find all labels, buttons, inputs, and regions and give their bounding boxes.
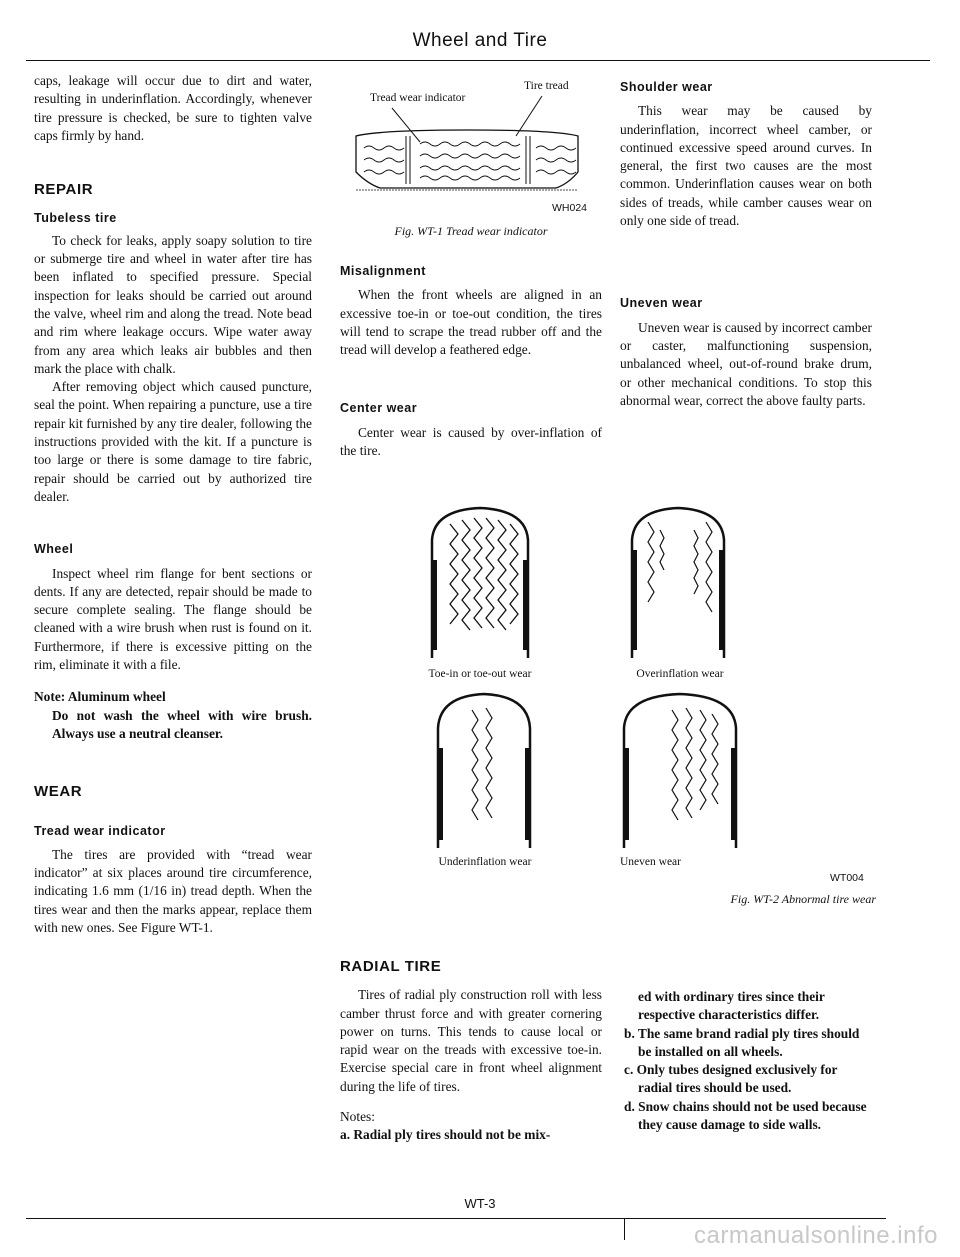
radial-note-a-cont: ed with ordinary tires since their respective characteristics differ. <box>638 989 825 1023</box>
underinflation-wear-label: Underinflation wear <box>438 856 532 868</box>
center-wear-heading: Center wear <box>340 401 418 416</box>
fig1-code: WH024 <box>552 202 588 214</box>
tread-wear-indicator-heading: Tread wear indicator <box>34 823 166 838</box>
uneven-wear-paragraph: Uneven wear is caused by incorrect camber or caster, malfunctioning suspension, unbalanced wheel, out-of-round brake drum, or other mechanical conditions. To stop this abnormal wear, correct the above faulty parts. <box>620 319 872 408</box>
radial-notes-continued <box>620 988 872 1134</box>
figure-wt1 <box>340 72 602 242</box>
center-wear-paragraph: Center wear is caused by over-inflation of the tire. <box>340 424 602 459</box>
repair-heading: REPAIR <box>34 181 94 199</box>
wear-heading: WEAR <box>34 783 83 801</box>
tread-diagram <box>340 72 602 242</box>
shoulder-wear-heading: Shoulder wear <box>620 80 713 94</box>
notes-label: Notes: <box>340 1109 375 1125</box>
radial-note-b: b. The same brand radial ply tires should be installed on all wheels. <box>624 1025 860 1059</box>
column-right <box>620 72 872 410</box>
tire-illustration-toe-in <box>410 500 550 662</box>
intro-paragraph: caps, leakage will occur due to dirt and water, resulting in underinflation. Accordingly, whenever tire pressure is checked, be sure to tighten valve caps firmly by hand. <box>34 73 312 143</box>
page-number: WT-3 <box>464 1196 496 1211</box>
fig2-caption: Fig. WT-2 Abnormal tire wear <box>730 892 876 906</box>
note-title-text: Note: Aluminum wheel <box>34 689 166 705</box>
misalignment-heading: Misalignment <box>340 264 426 278</box>
uneven-wear-heading: Uneven wear <box>620 296 703 311</box>
radial-note-a-start: a. Radial ply tires should not be mix- <box>340 1127 551 1143</box>
tire-illustration-underinflation <box>420 688 550 852</box>
shoulder-wear-paragraph: This wear may be caused by underinflation, incorrect wheel camber, or continued excessive speed around curves. In general, the first two causes are the most common. Underinflation causes wear on both sides of treads, while camber causes wear on only one side of tread. <box>620 103 872 229</box>
misalignment-paragraph: When the front wheels are aligned in an excessive toe-in or toe-out condition, the tires will tend to scrape the tread rubber off and the tread will develop a feathered edge. <box>340 287 602 358</box>
toe-in-wear-label: Toe-in or toe-out wear <box>428 668 532 680</box>
tire-illustration-overinflation <box>620 500 740 662</box>
uneven-wear-label: Uneven wear <box>620 856 681 868</box>
tubeless-paragraph-1: To check for leaks, apply soapy solution to tire or submerge tire and wheel in water after tire has been inflated to specified pressure. Special inspection for leaks should be carried out around the valve, wheel rim and along the tread. Note bead and rim where leakage occurs. Wipe water away from any area which leaks air bubbles and then mark the place with chalk. <box>34 232 312 376</box>
watermark: carmanualsonline.info <box>694 1222 938 1249</box>
wheel-heading: Wheel <box>34 542 74 557</box>
tread-wear-paragraph: The tires are provided with “tread wear indicator” at six places around tire circumference, indicating 1.6 mm (1/16 in) tread depth. When the tires wear and then the marks appear, replace them with new ones. See Figure WT-1. <box>34 846 312 935</box>
radial-tire-paragraph: Tires of radial ply construction roll with less camber thrust force and with greater cornering power on turns. This tends to cause local or rapid wear on the treads with excessive toe-in. Exercise special care in front wheel alignment during the life of tires. <box>340 987 602 1094</box>
tire-illustration-uneven <box>612 688 752 852</box>
tread-wear-indicator-label: Tread wear indicator <box>370 92 466 104</box>
wheel-paragraph: Inspect wheel rim flange for bent sections or dents. If any are detected, repair should be made to secure complete sealing. The flange should be cleaned with a wire brush when rust is found on it. Furthermore, if there is excessive pitting on the rim, eliminate it with a file. <box>34 565 312 673</box>
footer-tick <box>624 1218 625 1240</box>
page-header-title: Wheel and Tire <box>412 30 548 51</box>
column-middle <box>340 262 602 460</box>
tubeless-paragraph-2: After removing object which caused puncture, seal the point. When repairing a puncture, use a tire repair kit furnished by any tire dealer, following the instructions provided with the kit. If a puncture is too large or there is some damage to tire fabric, repair should be carried out by authorized tire dealer. <box>34 379 312 504</box>
radial-note-d: d. Snow chains should not be used because they cause damage to side walls. <box>624 1098 867 1133</box>
tire-tread-label: Tire tread <box>524 80 569 92</box>
note-title <box>34 688 312 706</box>
fig2-code: WT004 <box>830 872 864 884</box>
fig1-caption: Fig. WT-1 Tread wear indicator <box>394 224 548 238</box>
radial-tire-heading: RADIAL TIRE <box>340 958 442 975</box>
overinflation-wear-label: Overinflation wear <box>636 668 724 680</box>
header-rule <box>26 60 930 61</box>
radial-tire-section <box>340 958 602 1145</box>
note-body: Do not wash the wheel with wire brush. Always use a neutral cleanser. <box>52 707 312 741</box>
column-left <box>34 72 312 937</box>
tubeless-heading: Tubeless tire <box>34 211 117 226</box>
radial-note-c: c. Only tubes designed exclusively for radial tires should be used. <box>624 1062 838 1096</box>
footer-rule <box>26 1218 886 1219</box>
